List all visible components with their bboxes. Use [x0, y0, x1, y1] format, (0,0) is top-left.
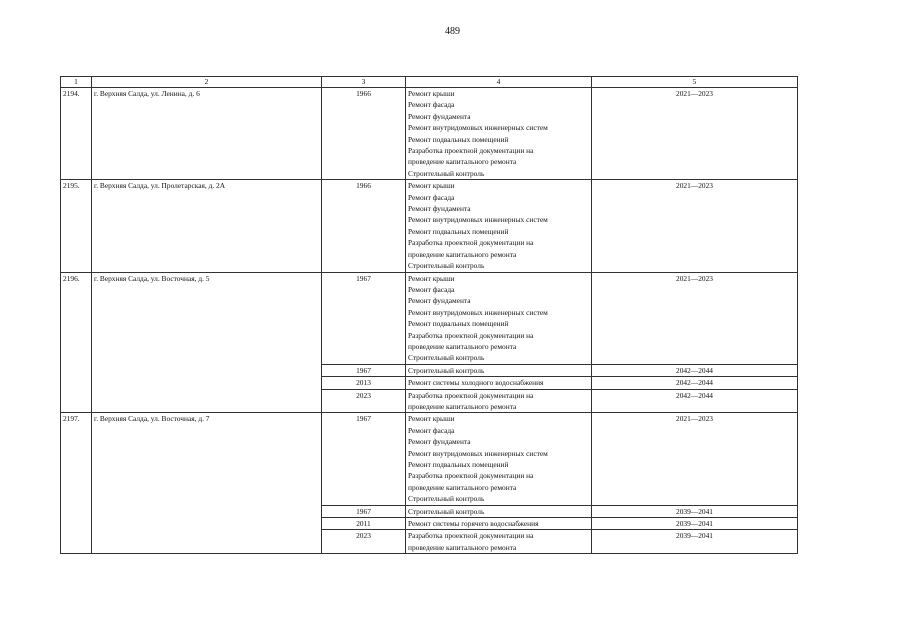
page-number: 489 — [445, 26, 460, 37]
repair-period: 2039—2041 — [592, 505, 798, 517]
repair-period: 2042—2044 — [592, 389, 798, 413]
work-item: проведение капитального ремонта — [408, 542, 517, 552]
works-list — [406, 88, 592, 180]
build-year: 2013 — [322, 377, 406, 389]
work-item: Ремонт подвальных помещений — [408, 319, 509, 329]
work-item: Ремонт фасада — [408, 192, 455, 202]
work-item: Ремонт системы горячего водоснабжения — [408, 519, 539, 529]
repair-period: 2021—2023 — [592, 272, 798, 364]
work-item: Ремонт фундамента — [408, 296, 471, 306]
build-year: 1967 — [322, 413, 406, 505]
work-item: Ремонт подвальных помещений — [408, 460, 509, 469]
work-item: Разработка проектной документации на — [408, 330, 534, 340]
works-list — [406, 272, 592, 364]
work-item: Ремонт крыши — [408, 181, 455, 191]
build-year: 2023 — [322, 530, 406, 554]
repair-period: 2021—2023 — [592, 88, 798, 180]
entry-address: г. Верхняя Салда, ул. Пролетарская, д. 2А — [92, 180, 322, 272]
works-list — [406, 518, 592, 530]
column-header-3: 3 — [322, 77, 406, 88]
build-year: 2011 — [322, 518, 406, 530]
work-item: Ремонт крыши — [408, 273, 455, 283]
column-header-5: 5 — [592, 77, 798, 88]
work-item: Ремонт крыши — [408, 89, 455, 98]
repair-schedule-table — [60, 76, 798, 554]
work-item: проведение капитального ремонта — [408, 401, 517, 411]
build-year: 2023 — [322, 389, 406, 413]
repair-period: 2042—2044 — [592, 364, 798, 376]
works-list — [406, 180, 592, 272]
works-list — [406, 413, 592, 505]
work-item: Ремонт внутридомовых инженерных систем — [408, 123, 548, 133]
entry-number: 2195. — [61, 180, 92, 272]
table-body — [61, 77, 798, 554]
work-item: проведение капитального ремонта — [408, 249, 517, 259]
works-list — [406, 364, 592, 376]
work-item: Ремонт фасада — [408, 425, 455, 435]
work-item: Строительный контроль — [408, 506, 485, 516]
work-item: Разработка проектной документации на — [408, 146, 534, 156]
repair-period: 2021—2023 — [592, 180, 798, 272]
work-item: Ремонт крыши — [408, 414, 455, 424]
work-item: Ремонт внутридомовых инженерных систем — [408, 215, 548, 225]
entry-number: 2194. — [61, 88, 92, 180]
work-item: проведение капитального ремонта — [408, 482, 517, 492]
build-year: 1967 — [322, 364, 406, 376]
work-item: Разработка проектной документации на — [408, 238, 534, 248]
works-list — [406, 505, 592, 517]
entry-address: г. Верхняя Салда, ул. Ленина, д. 6 — [92, 88, 322, 180]
work-item: Ремонт системы холодного водоснабжения — [408, 378, 544, 388]
table-row — [61, 180, 798, 272]
work-item: Ремонт подвальных помещений — [408, 226, 509, 236]
table-row — [61, 88, 798, 180]
table-row — [61, 272, 798, 364]
work-item: Строительный контроль — [408, 365, 485, 375]
work-item: Разработка проектной документации на — [408, 531, 534, 541]
work-item: Ремонт внутридомовых инженерных систем — [408, 448, 548, 458]
work-item: Строительный контроль — [408, 168, 485, 178]
repair-period: 2039—2041 — [592, 530, 798, 554]
work-item: Ремонт фундамента — [408, 111, 471, 121]
work-item: проведение капитального ремонта — [408, 341, 517, 351]
repair-period: 2042—2044 — [592, 377, 798, 389]
build-year: 1966 — [322, 180, 406, 272]
work-item: Ремонт внутридомовых инженерных систем — [408, 307, 548, 317]
build-year: 1967 — [322, 505, 406, 517]
entry-address: г. Верхняя Салда, ул. Восточная, д. 5 — [92, 272, 322, 413]
column-header-2: 2 — [92, 77, 322, 88]
work-item: Ремонт фасада — [408, 100, 455, 110]
works-list — [406, 377, 592, 389]
work-item: Строительный контроль — [408, 494, 485, 504]
work-item: Ремонт фундамента — [408, 204, 471, 214]
work-item: Ремонт подвальных помещений — [408, 134, 509, 144]
work-item: проведение капитального ремонта — [408, 157, 517, 167]
repair-period: 2021—2023 — [592, 413, 798, 505]
repair-period: 2039—2041 — [592, 518, 798, 530]
works-list — [406, 530, 592, 554]
column-header-1: 1 — [61, 77, 92, 88]
works-list — [406, 389, 592, 413]
work-item: Строительный контроль — [408, 261, 485, 271]
work-item: Ремонт фасада — [408, 284, 455, 294]
work-item: Ремонт фундамента — [408, 437, 471, 447]
work-item: Разработка проектной документации на — [408, 471, 534, 481]
work-item: Разработка проектной документации на — [408, 390, 534, 400]
entry-number: 2197. — [61, 413, 92, 554]
column-number-row — [61, 77, 798, 88]
table-row — [61, 413, 798, 505]
work-item: Строительный контроль — [408, 353, 485, 363]
entry-address: г. Верхняя Салда, ул. Восточная, д. 7 — [92, 413, 322, 554]
build-year: 1967 — [322, 272, 406, 364]
column-header-4: 4 — [406, 77, 592, 88]
entry-number: 2196. — [61, 272, 92, 413]
build-year: 1966 — [322, 88, 406, 180]
